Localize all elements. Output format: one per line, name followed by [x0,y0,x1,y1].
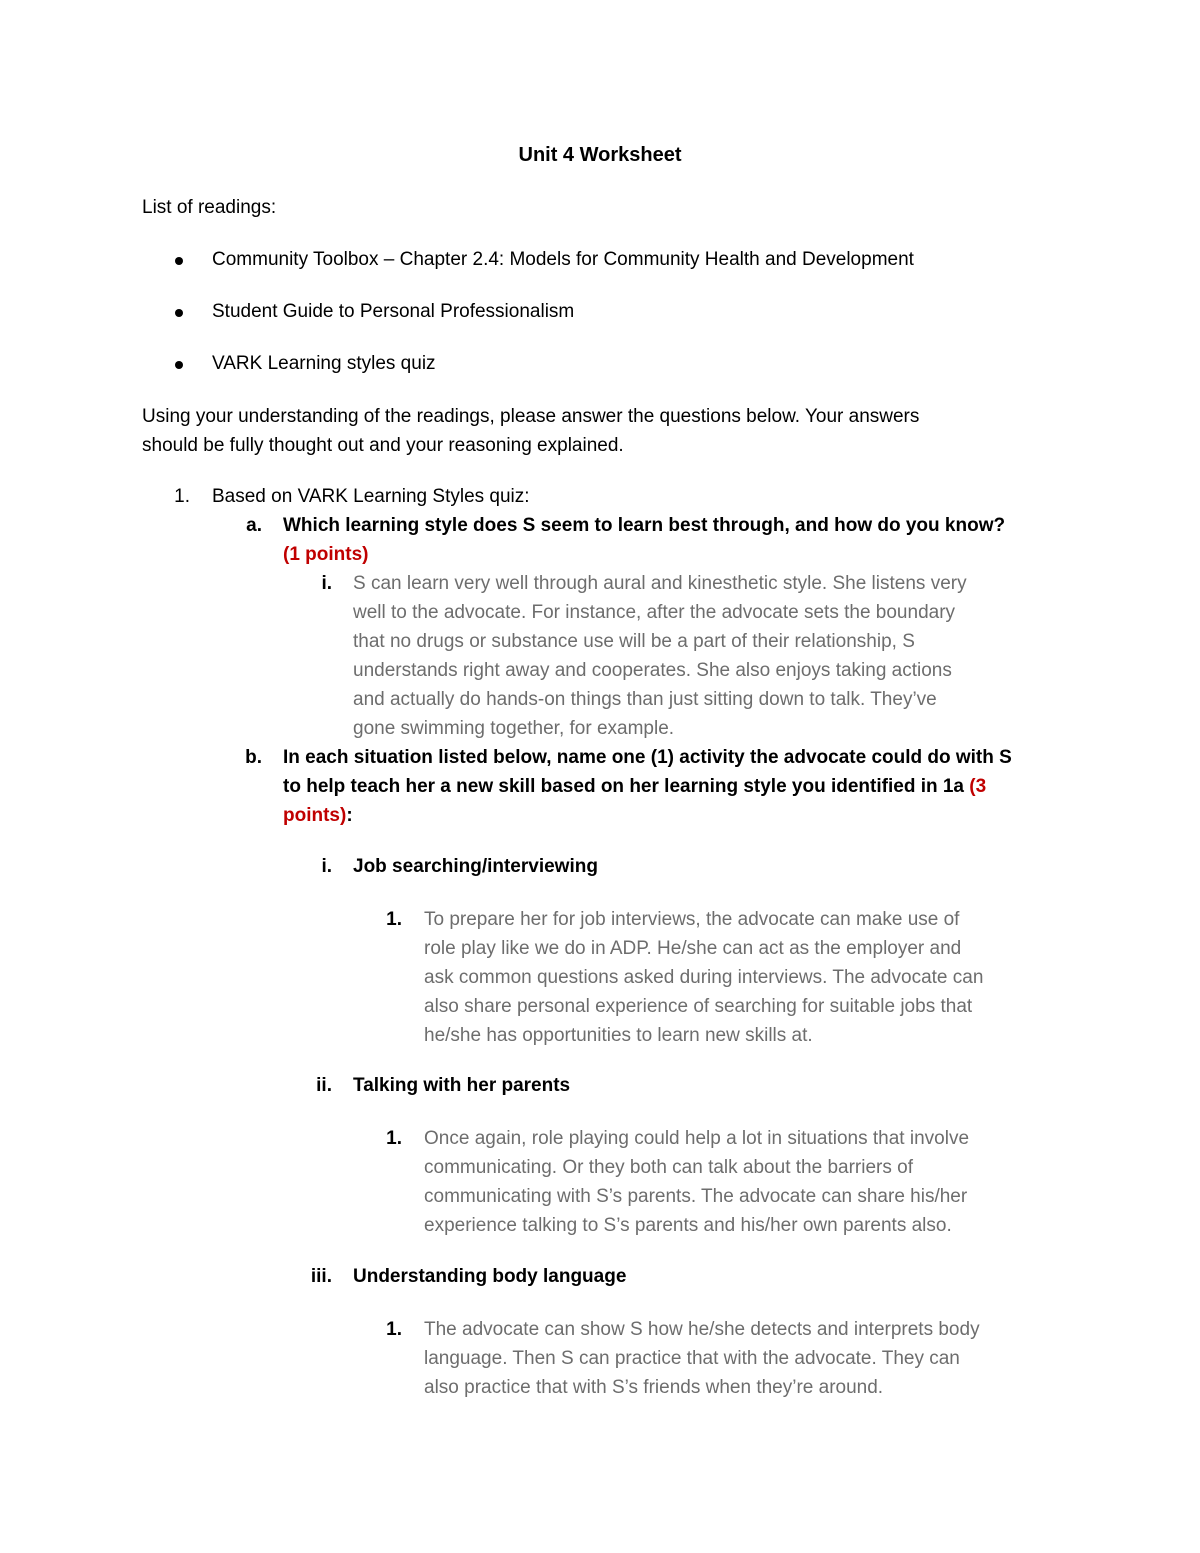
points-label: (3 [969,776,987,797]
answer-line: language. Then S can practice that with the advocate. They can [424,1348,960,1369]
bullet-icon [175,257,183,265]
answer-line: he/she has opportunities to learn new skills at. [424,1025,813,1046]
answer-line: The advocate can show S how he/she detects and interprets body [424,1319,980,1340]
instructions-line: should be fully thought out and your reasoning explained. [142,435,624,456]
answer-line: communicating with S’s parents. The advocate can share his/her [424,1186,968,1207]
points-label: points) [283,805,347,826]
answer-line: also practice that with S’s friends when they’re around. [424,1377,884,1398]
subquestion-marker: b. [245,747,262,768]
situation-marker: iii. [310,1266,332,1287]
answer-marker: 1. [386,909,402,930]
answer-line: role play like we do in ADP. He/she can act as the employer and [424,938,962,959]
subquestion-text-line2 [283,776,986,798]
question-number: 1. [174,486,190,507]
answer-line: To prepare her for job interviews, the advocate can make use of [424,909,960,930]
answer-line: that no drugs or substance use will be a part of their relationship, S [353,631,915,652]
colon: : [346,805,353,826]
answer-line: gone swimming together, for example. [353,718,675,739]
answer-line: ask common questions asked during interviews. The advocate can [424,967,984,988]
situation-label: Understanding body language [353,1266,627,1287]
subquestion-text: In each situation listed below, name one (1) activity the advocate could do with S [283,747,1012,768]
answer-line: understands right away and cooperates. She also enjoys taking actions [353,660,952,681]
instructions-line: Using your understanding of the readings, please answer the questions below. Your answers [142,406,920,427]
bullet-icon [175,309,183,317]
answer-line: and actually do hands-on things than just sitting down to talk. They’ve [353,689,937,710]
answer-line: also share personal experience of searching for suitable jobs that [424,996,973,1017]
situation-marker: i. [321,856,332,877]
subquestion-marker: a. [246,515,262,536]
answer-line: Once again, role playing could help a lot in situations that involve [424,1128,970,1149]
situation-label: Job searching/interviewing [353,856,598,877]
page-title: Unit 4 Worksheet [518,144,682,166]
readings-label: List of readings: [142,197,277,218]
situation-marker: ii. [316,1075,332,1096]
situation-label: Talking with her parents [353,1075,571,1096]
reading-item: Community Toolbox – Chapter 2.4: Models for Community Health and Development [212,249,914,270]
reading-item: Student Guide to Personal Professionalism [212,301,575,322]
answer-marker: i. [321,573,332,594]
points-label: (1 points) [283,544,369,565]
subquestion-text: Which learning style does S seem to learn best through, and how do you know? [283,515,1006,536]
subquestion-text-line3 [283,805,353,827]
bullet-icon [175,361,183,369]
subquestion-text: to help teach her a new skill based on her learning style you identified in 1a [283,776,970,797]
answer-marker: 1. [386,1128,402,1149]
answer-marker: 1. [386,1319,402,1340]
question-text: Based on VARK Learning Styles quiz: [212,486,530,507]
answer-line: communicating. Or they both can talk about the barriers of [424,1157,913,1178]
answer-line: experience talking to S’s parents and his/her own parents also. [424,1215,952,1236]
answer-line: well to the advocate. For instance, after the advocate sets the boundary [353,602,956,623]
reading-item: VARK Learning styles quiz [212,353,436,374]
answer-line: S can learn very well through aural and kinesthetic style. She listens very [353,573,967,594]
